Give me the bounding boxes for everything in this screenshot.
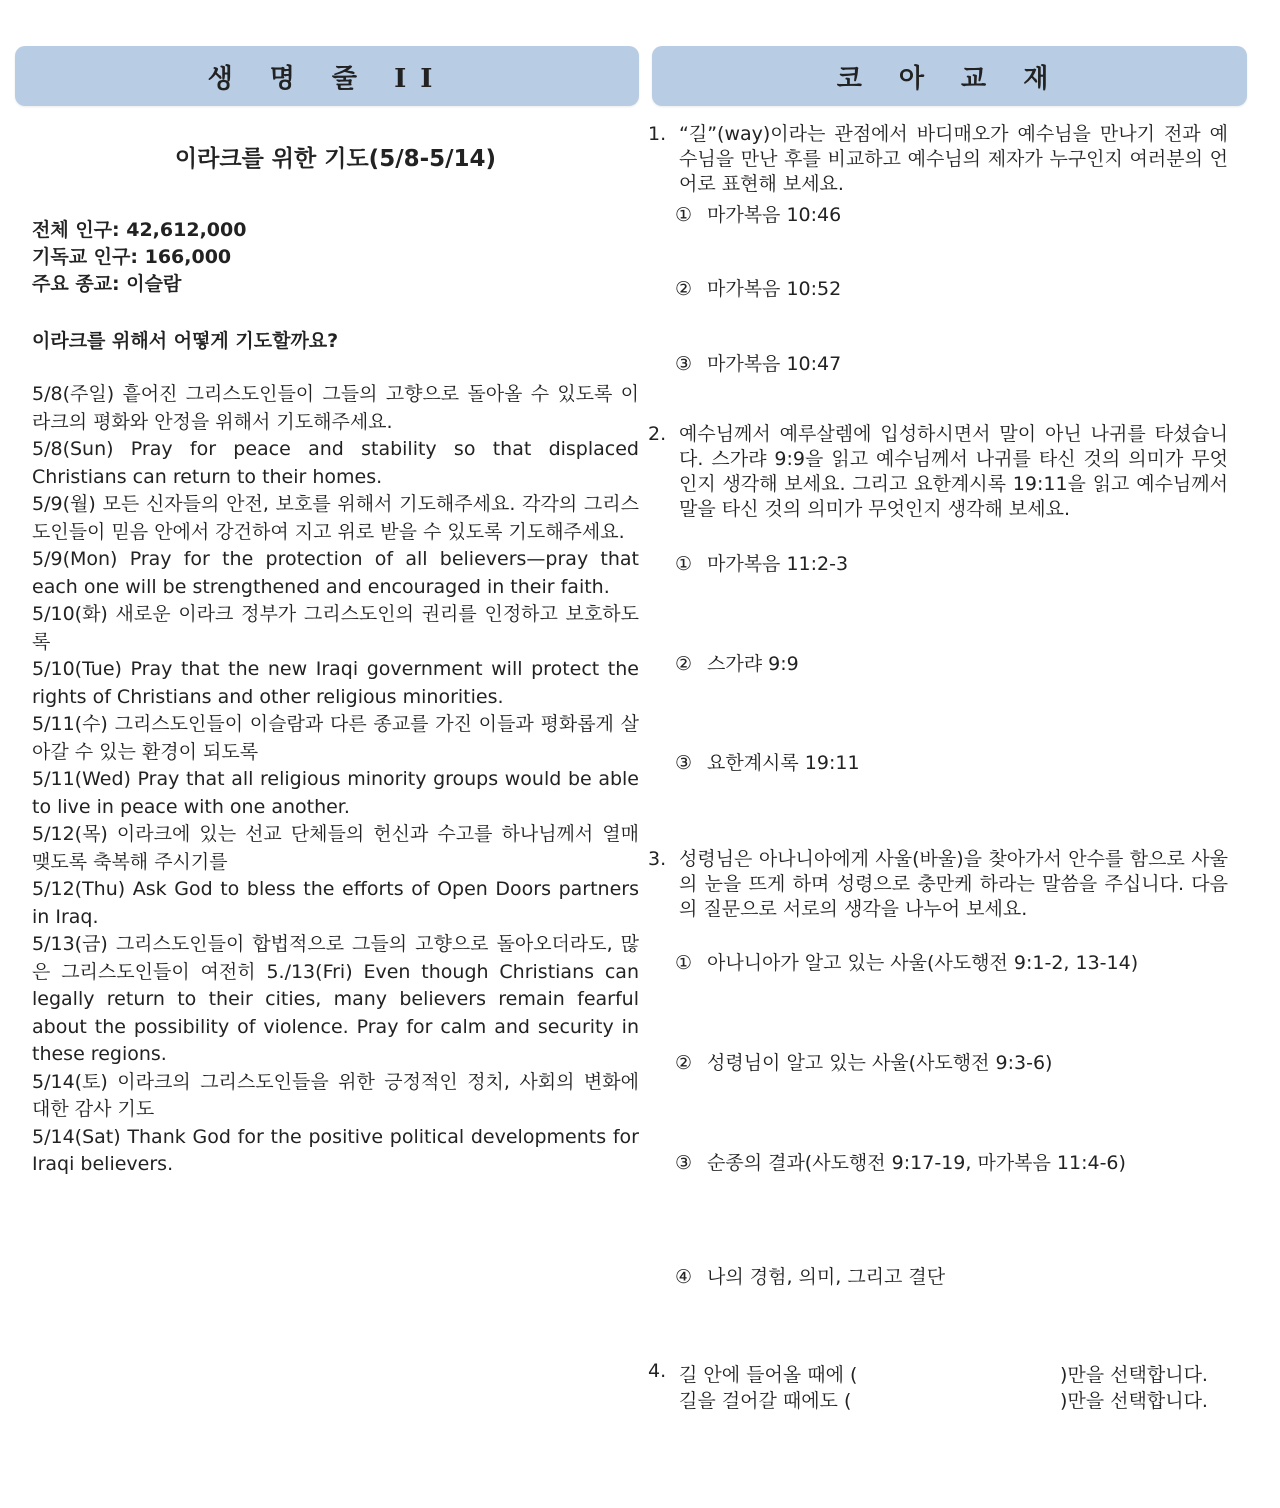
prayer-entry: 5/9(월) 모든 신자들의 안전, 보호를 위해서 기도해주세요. 각각의 그리스도인들이 믿음 안에서 강건하여 지고 위로 받을 수 있도록 기도해주세요. (32, 493, 639, 543)
sub-item-text: 순종의 결과(사도행전 9:17-19, 마가복음 11:4-6) (707, 1152, 1126, 1174)
sub-item-text: 아나니아가 알고 있는 사울(사도행전 9:1-2, 13-14) (707, 952, 1139, 974)
circled-number: ③ (675, 1152, 693, 1174)
question-number: 4. (648, 1360, 667, 1382)
sub-item-text: 마가복음 10:46 (707, 204, 842, 226)
circled-number: ① (675, 553, 693, 575)
right-title: 코 아 교 재 (836, 63, 1063, 94)
sub-item-text: 마가복음 11:2-3 (707, 553, 849, 575)
left-title-banner (15, 46, 639, 106)
stat-total-population: 전체 인구: 42,612,000 (32, 219, 247, 241)
prayer-entry: 5/12(목) 이라크에 있는 선교 단체들의 헌신과 수고를 하나님께서 열매 맺도록 축복해 주시기를 (32, 823, 639, 873)
prayer-entry: 5/12(Thu) Ask God to bless the efforts of Open Doors partners in Iraq. (32, 878, 639, 928)
sub-item (675, 748, 860, 775)
circled-number: ② (675, 278, 693, 300)
question-text: 성령님은 아나니아에게 사울(바울)을 찾아가서 안수를 함으로 사울의 눈을 뜨게 하며 성령으로 충만케 하라는 말씀을 주십니다. 다음의 질문으로 서로의 생각을 나누어 보세요. (679, 848, 1228, 920)
fill-blank-suffix: )만을 선택합니다. (1060, 1390, 1208, 1412)
sub-item-text: 마가복음 10:52 (707, 278, 842, 300)
question-2 (648, 422, 1228, 522)
sub-item (675, 1262, 945, 1289)
prayer-section (32, 140, 639, 1179)
sub-item-text: 성령님이 알고 있는 사울(사도행전 9:3-6) (707, 1052, 1053, 1074)
sub-item (675, 1148, 1126, 1175)
fill-blank-suffix: )만을 선택합니다. (1060, 1364, 1208, 1386)
prayer-entry: 5/10(Tue) Pray that the new Iraqi government will protect the rights of Christians and other religious minorities. (32, 658, 639, 708)
question-number: 1. (648, 123, 667, 145)
sub-item (675, 549, 848, 576)
question-number: 3. (648, 848, 667, 870)
circled-number: ① (675, 204, 693, 226)
prayer-entry: 5/9(Mon) Pray for the protection of all believers—pray that each one will be strengthened and encouraged in their faith. (32, 548, 639, 598)
circled-number: ① (675, 952, 693, 974)
circled-number: ④ (675, 1266, 693, 1288)
right-title-banner (652, 46, 1247, 106)
fill-blank-prefix: 길 안에 들어올 때에 ( (679, 1364, 858, 1386)
sub-item (675, 948, 1138, 975)
prayer-question: 이라크를 위해서 어떻게 기도할까요? (32, 330, 339, 352)
sub-item (675, 649, 799, 676)
sub-item-text: 마가복음 10:47 (707, 353, 842, 375)
prayer-entry: 5/13(금) 그리스도인들이 합법적으로 그들의 고향으로 돌아오더라도, 많은 그리스도인들이 여전히 5./13(Fri) Even though Christians can legally return to their cities, many believers remain fearful about the possibility of violence. Pray for calm and security in these regions. (32, 933, 639, 1065)
left-title: 생 명 줄 II (207, 63, 447, 94)
prayer-entry: 5/11(Wed) Pray that all religious minority groups would be able to live in peace with one another. (32, 768, 639, 818)
sub-item-text: 스가랴 9:9 (707, 653, 799, 675)
question-1 (648, 122, 1228, 197)
question-3 (648, 847, 1228, 922)
circled-number: ③ (675, 353, 693, 375)
prayer-entry: 5/8(Sun) Pray for peace and stability so that displaced Christians can return to their homes. (32, 438, 639, 488)
stat-christian-population: 기독교 인구: 166,000 (32, 246, 232, 268)
sub-item (675, 274, 841, 301)
sub-item (675, 349, 841, 376)
circled-number: ② (675, 1052, 693, 1074)
sub-item (675, 1048, 1052, 1075)
prayer-entry: 5/14(토) 이라크의 그리스도인들을 위한 긍정적인 정치, 사회의 변화에 대한 감사 기도 (32, 1070, 639, 1120)
prayer-entry: 5/14(Sat) Thank God for the positive political developments for Iraqi believers. (32, 1125, 639, 1175)
stat-main-religion: 주요 종교: 이슬람 (32, 273, 182, 295)
prayer-title: 이라크를 위한 기도(5/8-5/14) (174, 146, 497, 172)
sub-item (675, 200, 841, 227)
question-number: 2. (648, 423, 667, 445)
question-text: 예수님께서 예루살렘에 입성하시면서 말이 아닌 나귀를 타셨습니다. 스가랴 9:9을 읽고 예수님께서 나귀를 타신 것의 의미가 무엇인지 생각해 보세요. 그리고 요한계시록 19:11을 읽고 예수님께서 말을 타신 것의 의미가 무엇인지 생각해 보세요. (679, 423, 1228, 520)
prayer-entry: 5/8(주일) 흩어진 그리스도인들이 그들의 고향으로 돌아올 수 있도록 이라크의 평화와 안정을 위해서 기도해주세요. (32, 383, 639, 433)
question-text: “길”(way)이라는 관점에서 바디매오가 예수님을 만나기 전과 예수님을 만난 후를 비교하고 예수님의 제자가 누구인지 여러분의 언어로 표현해 보세요. (679, 123, 1228, 195)
prayer-entry: 5/10(화) 새로운 이라크 정부가 그리스도인의 권리를 인정하고 보호하도록 (32, 603, 639, 653)
fill-blank-prefix: 길을 걸어갈 때에도 ( (679, 1390, 852, 1412)
circled-number: ③ (675, 752, 693, 774)
sub-item-text: 요한계시록 19:11 (707, 752, 860, 774)
circled-number: ② (675, 653, 693, 675)
sub-item-text: 나의 경험, 의미, 그리고 결단 (707, 1266, 946, 1288)
prayer-entry: 5/11(수) 그리스도인들이 이슬람과 다른 종교를 가진 이들과 평화롭게 살아갈 수 있는 환경이 되도록 (32, 713, 639, 763)
